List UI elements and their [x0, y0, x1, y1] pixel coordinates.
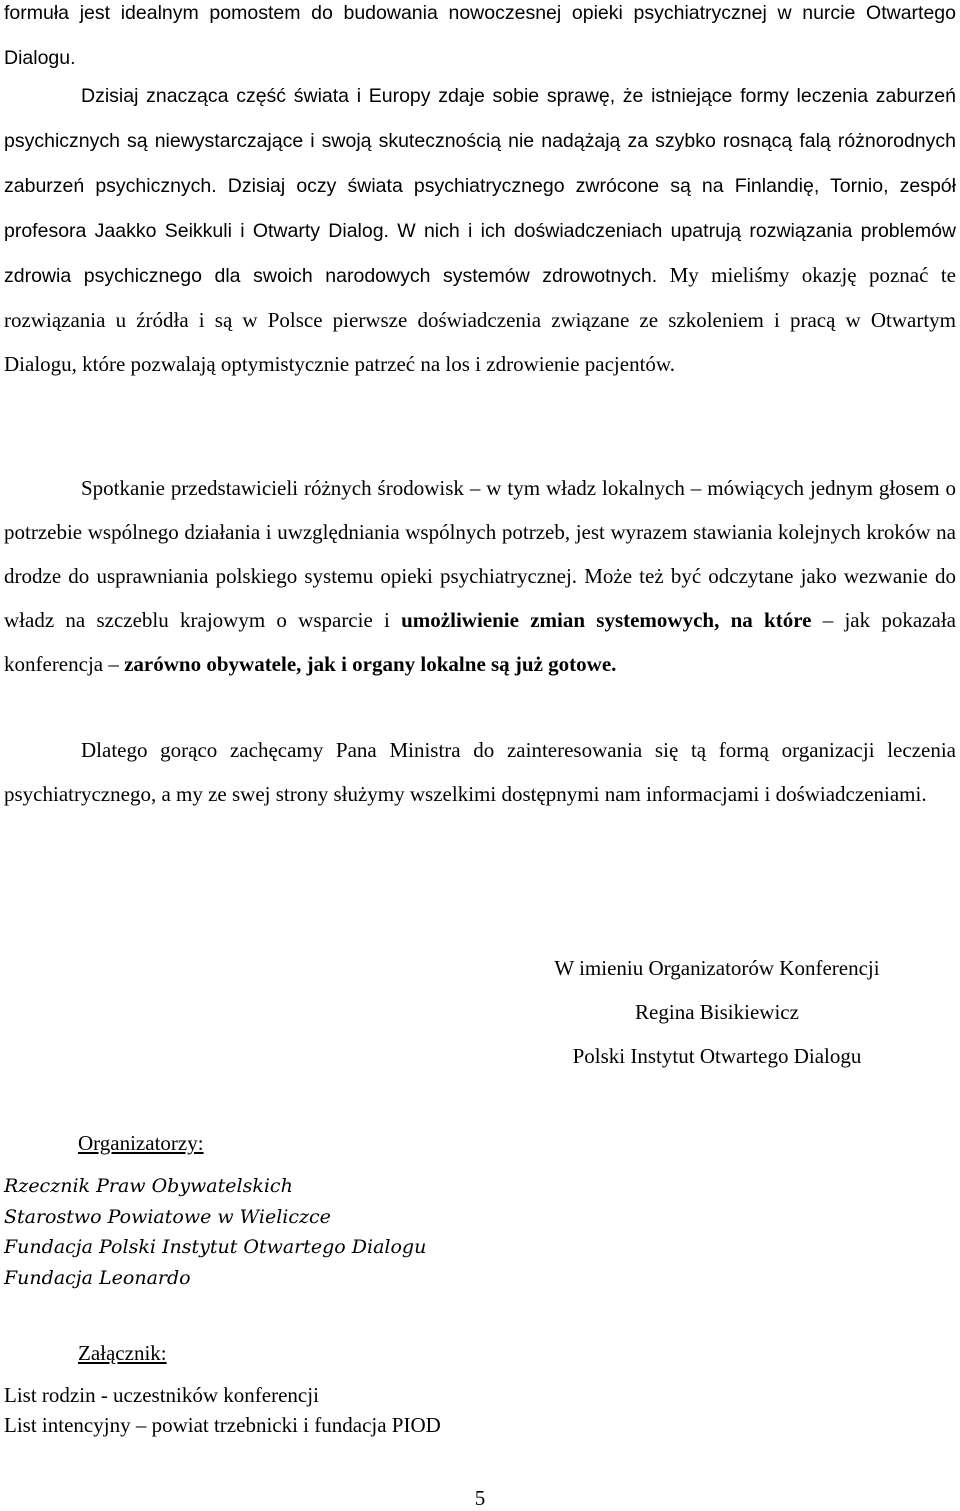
- paragraph-text-segment: – jak pokazała konferencja –: [4, 608, 956, 676]
- signature-block: [470, 946, 960, 1078]
- attachment-item: List intencyjny – powiat trzebnicki i fundacja PIOD: [4, 1413, 441, 1437]
- attachments-list: [4, 1380, 441, 1440]
- organizer-item: Starostwo Powiatowe w Wieliczce: [4, 1205, 331, 1228]
- paragraph-intro-end: [4, 0, 956, 80]
- paragraph-text-segment: W nich i ich doświadczeniach upatrują rozwiązania problemów zdrowia psychicznego dla swoich narodowych systemów zdrowotnych.: [4, 220, 956, 287]
- organizer-item: Rzecznik Praw Obywatelskich: [4, 1175, 293, 1197]
- bold-text-ready: zarówno obywatele, jak i organy lokalne są już gotowe.: [124, 652, 617, 676]
- paragraph-text-segment: Dlatego gorąco zachęcamy Pana Ministra do zainteresowania się tą formą organizacji leczenia psychiatrycznego, a my ze swej strony służymy wszelkimi dostępnymi nam informacjami i doświadczeniami.: [4, 738, 956, 806]
- attachments-heading: Załącznik:: [78, 1341, 167, 1365]
- paragraph-open-dialogue: [4, 73, 956, 386]
- signature-name: Regina Bisikiewicz: [635, 1000, 799, 1024]
- signature-institution: Polski Instytut Otwartego Dialogu: [572, 1044, 862, 1068]
- paragraph-text-segment: Dzisiaj znacząca część świata i Europy zdaje sobie sprawę, że istniejące formy leczenia zaburzeń psychicznych są niewystarczające i swoją skutecznością nie nadążają za szybko rosnącą falą różnorodnych zaburzeń psychicznych.: [4, 85, 956, 197]
- paragraph-appeal: [4, 728, 956, 816]
- organizer-item: Fundacja Polski Instytut Otwartego Dialogu: [4, 1236, 427, 1259]
- attachment-item: List rodzin - uczestników konferencji: [4, 1383, 319, 1407]
- paragraph-text-segment: Spotkanie przedstawicieli różnych środowisk – w tym władz lokalnych – mówiących jednym głosem o potrzebie wspólnego działania i uwzględniania wspólnych potrzeb, jest wyrazem stawiania kolejnych kroków na drodze do usprawniania polskiego systemu opieki psychiatrycznej. Może też być odczytane jako wezwanie do władz na szczeblu krajowym o wsparcie i: [4, 476, 956, 632]
- signature-line-on-behalf: W imieniu Organizatorów Konferencji: [554, 956, 880, 980]
- page-number: 5: [474, 1486, 486, 1510]
- paragraph-text-segment: My mieliśmy okazję poznać te rozwiązania u źródła i są w Polsce pierwsze doświadczenia związane ze szkoleniem i pracą w Otwartym Dialogu, które pozwalają optymistycznie patrzeć na los i zdrowienie pacjentów.: [4, 263, 956, 376]
- paragraph-text-segment: Dzisiaj oczy świata psychiatrycznego zwrócone są na Finlandię, Tornio, zespół profesora Jaakko Seikkuli i Otwarty Dialog.: [4, 175, 956, 242]
- organizers-list: [4, 1171, 426, 1294]
- intro-text: formuła jest idealnym pomostem do budowania nowoczesnej opieki psychiatrycznej w nurcie Otwartego Dialogu.: [4, 2, 956, 69]
- paragraph-meeting: [4, 466, 956, 686]
- bold-text-systemic-changes: umożliwienie zmian systemowych, na które: [401, 608, 812, 632]
- organizer-item: Fundacja Leonardo: [4, 1267, 191, 1290]
- organizers-heading: Organizatorzy:: [78, 1131, 204, 1155]
